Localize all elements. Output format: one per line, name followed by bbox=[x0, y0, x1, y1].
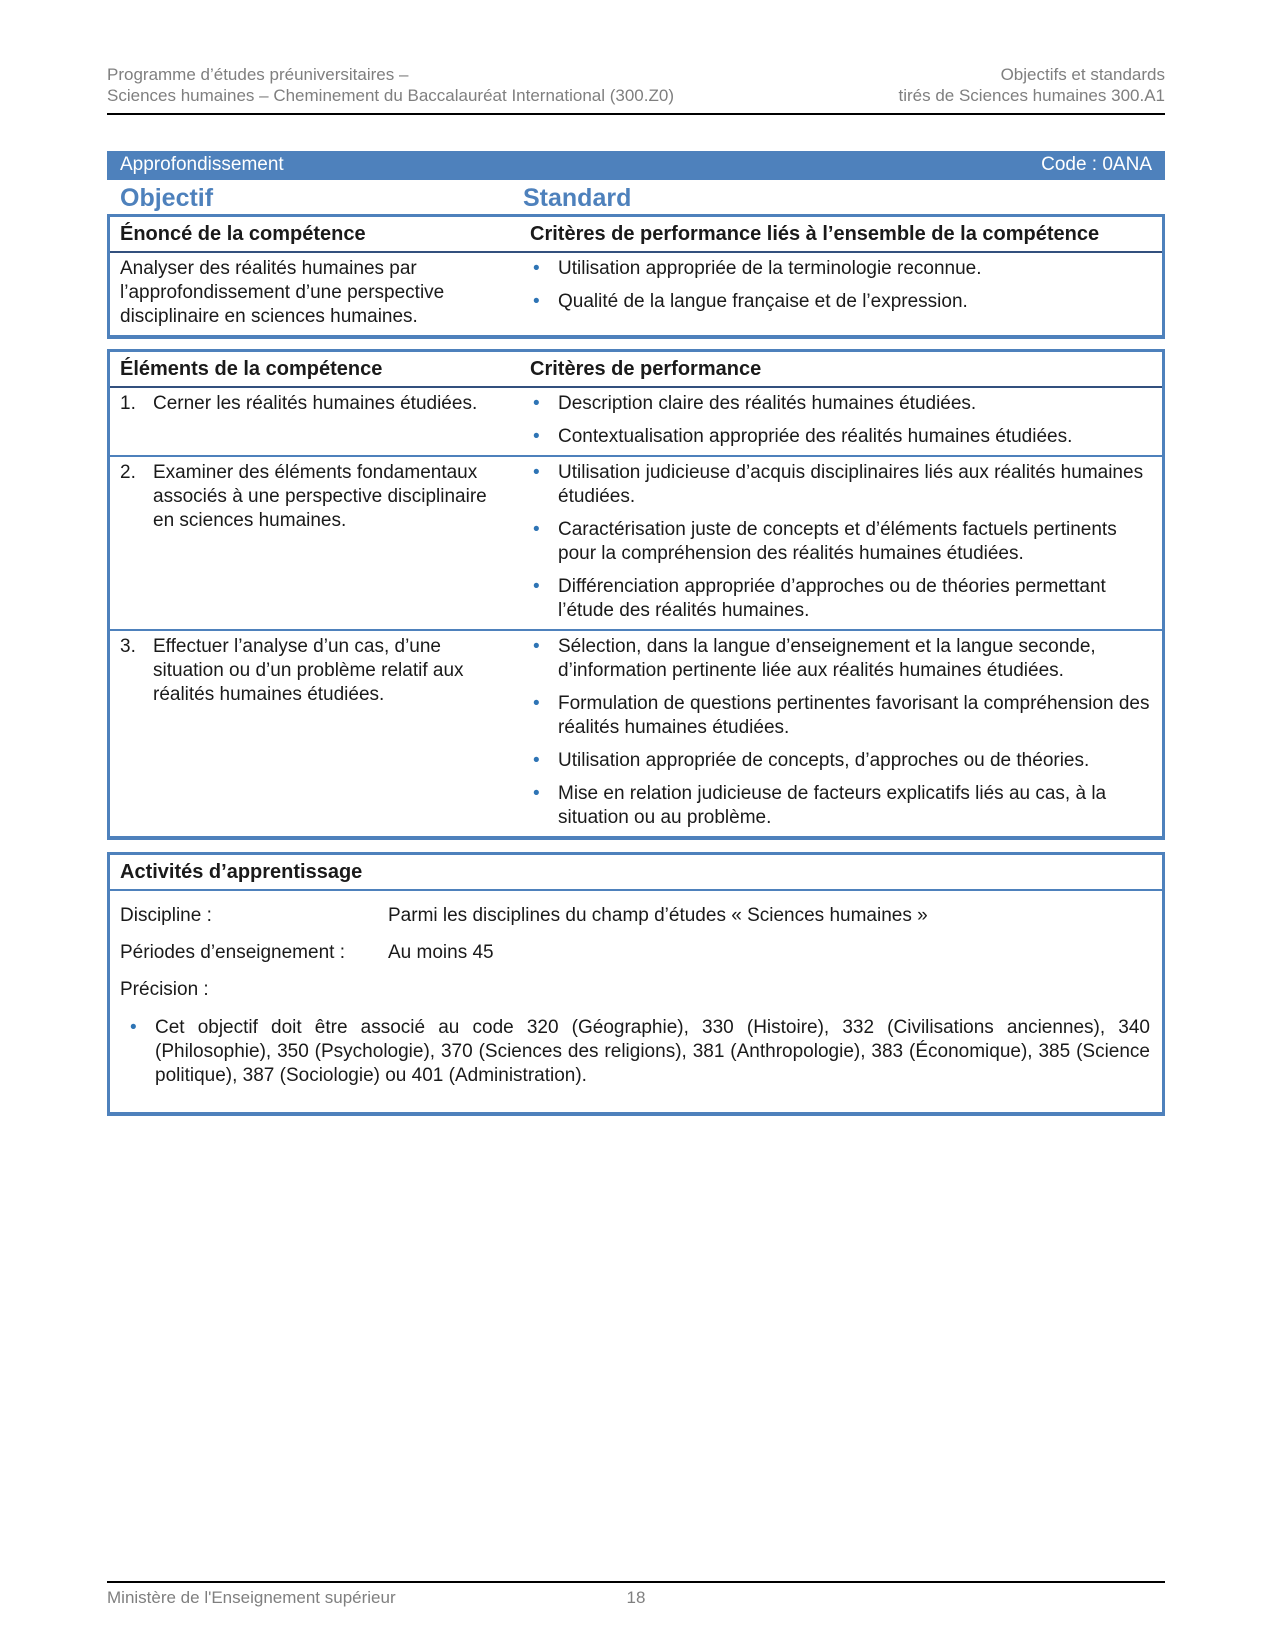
bullet-icon: • bbox=[533, 426, 540, 447]
discipline-row bbox=[110, 904, 1162, 928]
critere-text: Description claire des réalités humaines étudiées. bbox=[558, 393, 977, 414]
list-item bbox=[527, 392, 1154, 416]
footer-rule bbox=[107, 1581, 1165, 1583]
bullet-icon: • bbox=[130, 1017, 137, 1038]
standard-heading: Standard bbox=[523, 184, 632, 212]
critere-text: Utilisation appropriée de la terminologie reconnue. bbox=[558, 258, 982, 279]
bullet-icon: • bbox=[533, 258, 540, 279]
criteres-cell bbox=[520, 631, 1162, 836]
running-header-left bbox=[107, 64, 674, 106]
criteres-list bbox=[527, 635, 1154, 830]
element-cell bbox=[110, 631, 520, 836]
element-cell bbox=[110, 388, 520, 455]
bullet-icon: • bbox=[533, 576, 540, 597]
element-text: Cerner les réalités humaines étudiées. bbox=[153, 393, 478, 414]
spacer bbox=[107, 840, 1165, 852]
activites-table bbox=[107, 852, 1165, 1116]
critere-text: Différenciation appropriée d’approches ou de théories permettant l’étude des réalités humaines. bbox=[558, 576, 1106, 621]
header-rule bbox=[107, 113, 1165, 115]
criteres-ensemble-list bbox=[527, 257, 1154, 314]
element-number: 2. bbox=[120, 462, 136, 483]
list-item bbox=[527, 782, 1154, 830]
footer-line bbox=[107, 1587, 1165, 1608]
list-item bbox=[527, 290, 1154, 314]
elements-table-header bbox=[110, 352, 1162, 388]
objectif-standard-row bbox=[107, 180, 1165, 214]
bullet-icon: • bbox=[533, 291, 540, 312]
criteres-list bbox=[527, 461, 1154, 623]
element-item bbox=[120, 635, 510, 707]
list-item bbox=[527, 575, 1154, 623]
critere-text: Mise en relation judicieuse de facteurs explicatifs liés au cas, à la situation ou au problème. bbox=[558, 783, 1107, 828]
criteres-ensemble-list-cell bbox=[520, 253, 1162, 335]
element-number: 1. bbox=[120, 393, 136, 414]
precision-row bbox=[110, 978, 1162, 1002]
activites-title: Activités d’apprentissage bbox=[110, 855, 1162, 891]
element-cell bbox=[110, 457, 520, 629]
table-row bbox=[110, 629, 1162, 836]
enonce-text: Analyser des réalités humaines par l’approfondissement d’une perspective disciplinaire en sciences humaines. bbox=[120, 258, 445, 327]
spacer bbox=[110, 1100, 1162, 1112]
list-item bbox=[527, 692, 1154, 740]
bullet-icon: • bbox=[533, 462, 540, 483]
critere-text: Caractérisation juste de concepts et d’éléments factuels pertinents pour la compréhension des réalités humaines étudiées. bbox=[558, 519, 1117, 564]
program-title-line2: Sciences humaines – Cheminement du Baccalauréat International (300.Z0) bbox=[107, 86, 674, 105]
bullet-icon: • bbox=[533, 783, 540, 804]
list-item bbox=[527, 518, 1154, 566]
list-item bbox=[527, 635, 1154, 683]
critere-text: Utilisation appropriée de concepts, d’approches ou de théories. bbox=[558, 750, 1090, 771]
critere-text: Contextualisation appropriée des réalités humaines étudiées. bbox=[558, 426, 1073, 447]
table-row bbox=[110, 388, 1162, 455]
competence-table bbox=[107, 214, 1165, 339]
criteres-cell bbox=[520, 457, 1162, 629]
precision-text: Cet objectif doit être associé au code 320 (Géographie), 330 (Histoire), 332 (Civilisations anciennes), 340 (Philosophie), 350 (Psychologie), 370 (Sciences des religions), 381 (Anthropologie), 383 (Économique), 385 (Science politique), 387 (Sociologie) ou 401 (Administration). bbox=[155, 1017, 1150, 1086]
element-item bbox=[120, 392, 510, 416]
precision-item bbox=[120, 1016, 1152, 1088]
criteres-list bbox=[527, 392, 1154, 449]
bullet-icon: • bbox=[533, 393, 540, 414]
precision-label: Précision : bbox=[120, 979, 209, 1000]
footer-ministry: Ministère de l'Enseignement supérieur bbox=[107, 1588, 396, 1607]
periodes-label: Périodes d’enseignement : bbox=[120, 942, 345, 963]
page-footer bbox=[107, 1581, 1165, 1608]
periodes-value: Au moins 45 bbox=[388, 942, 494, 963]
competency-banner bbox=[107, 151, 1165, 180]
critere-text: Utilisation judicieuse d’acquis disciplinaires liés aux réalités humaines étudiées. bbox=[558, 462, 1144, 507]
page-number: 18 bbox=[626, 1588, 646, 1607]
element-number: 3. bbox=[120, 636, 136, 657]
critere-text: Sélection, dans la langue d’enseignement et la langue seconde, d’information pertinente liée aux réalités humaines étudiées. bbox=[558, 636, 1096, 681]
element-text: Effectuer l’analyse d’un cas, d’une situation ou d’un problème relatif aux réalités humaines étudiées. bbox=[153, 636, 464, 705]
element-item bbox=[120, 461, 510, 533]
running-header bbox=[107, 64, 1165, 106]
criteres-header: Critères de performance bbox=[530, 358, 762, 380]
elements-header: Éléments de la compétence bbox=[120, 358, 383, 380]
banner-code: Code : 0ANA bbox=[1041, 153, 1152, 175]
objectif-heading: Objectif bbox=[120, 184, 214, 212]
list-item bbox=[527, 461, 1154, 509]
page-content bbox=[107, 0, 1165, 1116]
periodes-row bbox=[110, 941, 1162, 965]
running-header-right bbox=[899, 64, 1166, 106]
discipline-value: Parmi les disciplines du champ d’études « Sciences humaines » bbox=[388, 905, 928, 926]
standards-title-line1: Objectifs et standards bbox=[1000, 65, 1165, 84]
critere-text: Qualité de la langue française et de l’expression. bbox=[558, 291, 968, 312]
element-text: Examiner des éléments fondamentaux associés à une perspective disciplinaire en sciences humaines. bbox=[153, 462, 487, 531]
enonce-header: Énoncé de la compétence bbox=[120, 223, 366, 245]
critere-text: Formulation de questions pertinentes favorisant la compréhension des réalités humaines étudiées. bbox=[558, 693, 1150, 738]
elements-table bbox=[107, 349, 1165, 840]
criteres-ensemble-header: Critères de performance liés à l’ensemble de la compétence bbox=[530, 223, 1100, 245]
competence-table-body bbox=[110, 253, 1162, 335]
banner-title: Approfondissement bbox=[120, 153, 284, 175]
bullet-icon: • bbox=[533, 519, 540, 540]
competence-table-header bbox=[110, 217, 1162, 253]
program-title-line1: Programme d’études préuniversitaires – bbox=[107, 65, 409, 84]
table-row bbox=[110, 455, 1162, 629]
bullet-icon: • bbox=[533, 636, 540, 657]
list-item bbox=[527, 425, 1154, 449]
discipline-label: Discipline : bbox=[120, 905, 212, 926]
bullet-icon: • bbox=[533, 750, 540, 771]
criteres-cell bbox=[520, 388, 1162, 455]
spacer bbox=[107, 339, 1165, 349]
bullet-icon: • bbox=[533, 693, 540, 714]
standards-title-line2: tirés de Sciences humaines 300.A1 bbox=[898, 86, 1165, 105]
list-item bbox=[527, 749, 1154, 773]
list-item bbox=[527, 257, 1154, 281]
